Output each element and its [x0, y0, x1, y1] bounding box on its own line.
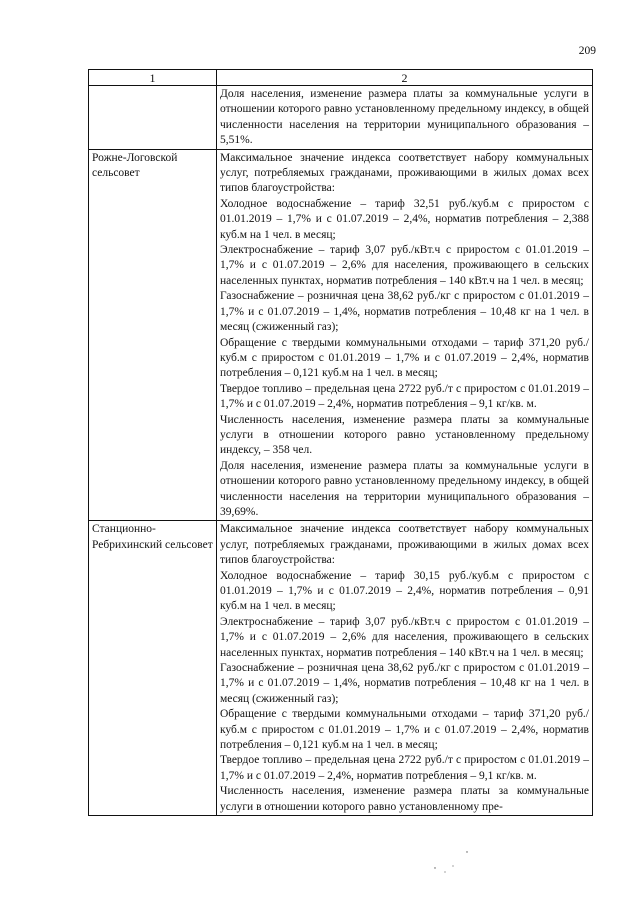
column-header-1: 1: [89, 70, 217, 86]
paragraph: Газоснабжение – розничная цена 38,62 руб./кг с приростом с 01.01.2019 – 1,7% и с 01.07.2019 – 1,4%, норматив потребления – 10,48 кг на 1 чел. в месяц (сжиженный газ);: [220, 662, 589, 705]
municipality-cell: Станционно-Ребрихинский сельсовет: [89, 521, 217, 816]
paragraph: Обращение с твердыми коммунальными отходами – тариф 371,20 руб./куб.м с приростом с 01.01.2019 – 1,7% и с 01.07.2019 – 2,4%, норматив потребления – 0,121 куб.м на 1 чел. в месяц;: [220, 708, 589, 752]
table-header-row: [89, 70, 593, 86]
tariff-table: [88, 69, 593, 816]
description-cell: [217, 149, 593, 521]
paragraph: Максимальное значение индекса соответствует набору коммунальных услуг, потребляемых гражданами, проживающими в жилых домах всех типов благоустройства:: [220, 151, 589, 195]
page-number: 209: [578, 45, 596, 57]
column-header-2: 2: [217, 70, 593, 86]
paragraph: Газоснабжение – розничная цена 38,62 руб./кг с приростом с 01.01.2019 – 1,7% и с 01.07.2019 – 1,4%, норматив потребления – 10,48 кг на 1 чел. в месяц (сжиженный газ);: [220, 290, 589, 334]
paragraph: Численность населения, изменение размера платы за коммунальные услуги в отношении которого равно установленному пре-: [220, 785, 589, 813]
paragraph: Электроснабжение – тариф 3,07 руб./кВт.ч с приростом с 01.01.2019 – 1,7% и с 01.07.2019 – 2,6% для населения, проживающего в сельских населенных пунктах, норматив потребления – 140 кВт.ч на 1 чел. в месяц;: [220, 244, 589, 287]
description-cell: [217, 86, 593, 150]
paragraph: Численность населения, изменение размера платы за коммунальные услуги в отношении которого равно установленному предельному индексу, – 358 чел.: [220, 413, 589, 457]
table-row: [89, 521, 593, 816]
scan-specks: [431, 846, 471, 876]
table-row: [89, 149, 593, 521]
municipality-cell: [89, 86, 217, 150]
paragraph: Доля населения, изменение размера платы за коммунальные услуги в отношении которого равно установленному предельному индексу, в общей численности населения на территории муниципального образования – 5,51%.: [220, 88, 589, 147]
paragraph: Холодное водоснабжение – тариф 30,15 руб./куб.м с приростом с 01.01.2019 – 1,7% и с 01.07.2019 – 2,4%, норматив потребления – 0,91 куб.м на 1 чел. в месяц;: [220, 569, 589, 613]
paragraph: Электроснабжение – тариф 3,07 руб./кВт.ч с приростом с 01.01.2019 – 1,7% и с 01.07.2019 – 2,6% для населения, проживающего в сельских населенных пунктах, норматив потребления – 140 кВт.ч на 1 чел. в месяц;: [220, 615, 589, 659]
paragraph: Твердое топливо – предельная цена 2722 руб./т с приростом с 01.01.2019 – 1,7% и с 01.07.2019 – 2,4%, норматив потребления – 9,1 кг/кв. м.: [220, 754, 589, 782]
paragraph: Холодное водоснабжение – тариф 32,51 руб./куб.м с приростом с 01.01.2019 – 1,7% и с 01.07.2019 – 2,4%, норматив потребления – 2,388 куб.м на 1 чел. в месяц;: [220, 197, 589, 241]
municipality-cell: Рожне-Логовской сельсовет: [89, 149, 217, 521]
table-row: [89, 86, 593, 150]
paragraph: Обращение с твердыми коммунальными отходами – тариф 371,20 руб./куб.м с приростом с 01.01.2019 – 1,7% и с 01.07.2019 – 2,4%, норматив потребления – 0,121 куб.м на 1 чел. в месяц;: [220, 336, 589, 380]
paragraph: Твердое топливо – предельная цена 2722 руб./т с приростом с 01.01.2019 – 1,7% и с 01.07.2019 – 2,4%, норматив потребления – 9,1 кг/кв. м.: [220, 382, 589, 411]
paragraph: Доля населения, изменение размера платы за коммунальные услуги в отношении которого равно установленному предельному индексу, в общей численности населения на территории муниципального образования – 39,69%.: [220, 459, 589, 518]
paragraph: Максимальное значение индекса соответствует набору коммунальных услуг, потребляемых гражданами, проживающими в жилых домах всех типов благоустройства:: [220, 523, 589, 567]
description-cell: [217, 521, 593, 816]
